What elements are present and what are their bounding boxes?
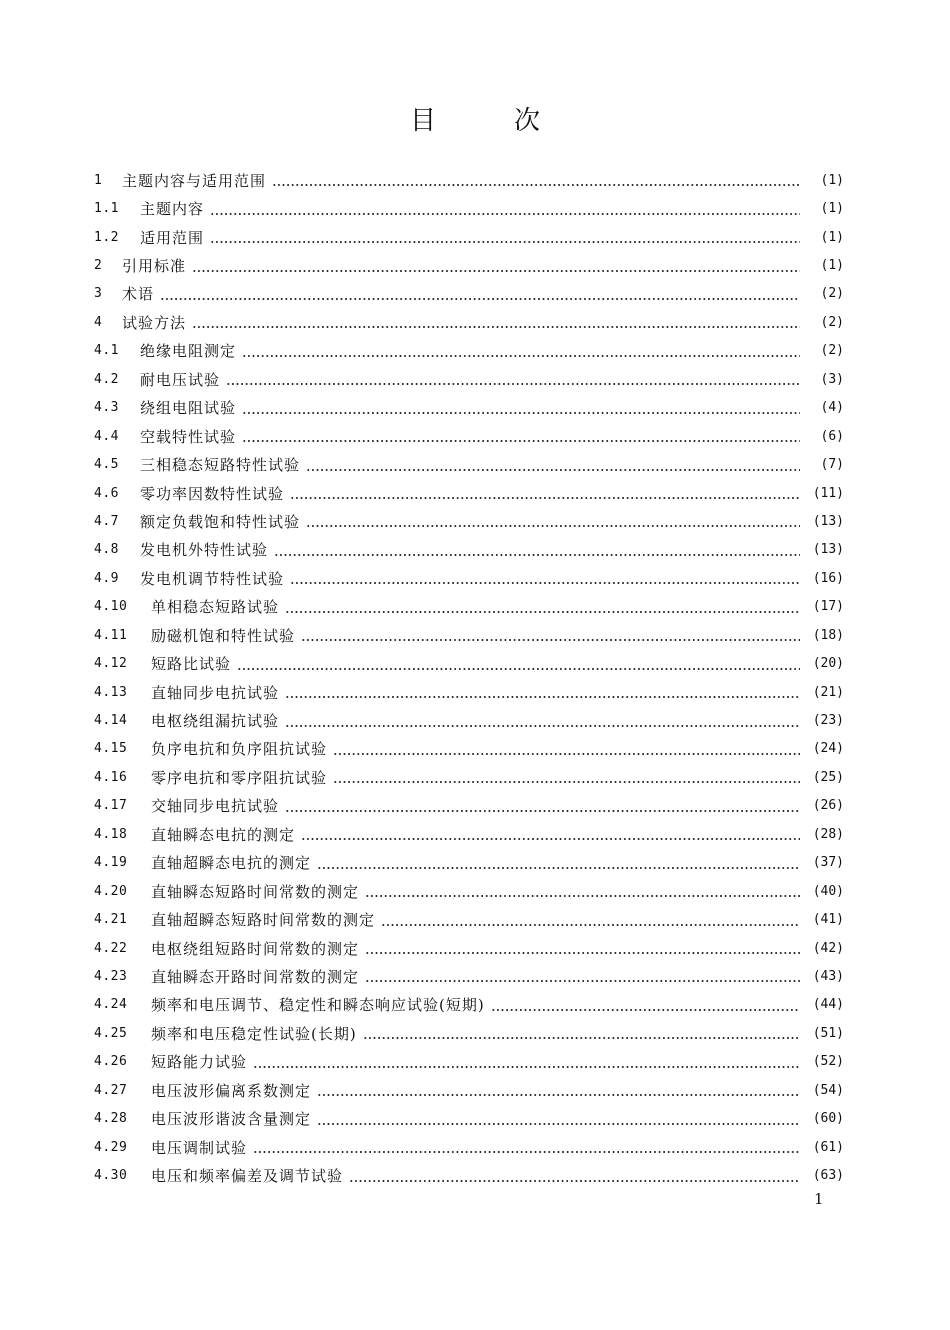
toc-entry-page: (63) (812, 1168, 844, 1184)
toc-entry-number: 4.22 (94, 940, 128, 956)
toc-entry-title: 零功率因数特性试验 (140, 484, 285, 503)
toc-dot-leader (242, 402, 800, 416)
toc-entry (94, 194, 844, 222)
toc-entry (94, 649, 844, 677)
toc-dot-leader (491, 999, 800, 1013)
toc-entry (94, 422, 844, 450)
toc-entry-page: (52) (812, 1054, 844, 1070)
toc-entry-page: (41) (812, 912, 844, 928)
toc-entry-number: 1 (94, 172, 103, 188)
toc-dot-leader (349, 1170, 800, 1184)
toc-entry-page: (4) (820, 400, 844, 416)
toc-entry-number: 4.8 (94, 542, 119, 558)
toc-entry-page: (28) (812, 826, 844, 842)
toc-entry-title: 绕组电阻试验 (140, 399, 237, 418)
toc-dot-leader (285, 715, 800, 729)
toc-entry-number: 4.15 (94, 741, 128, 757)
toc-entry-page: (2) (820, 286, 844, 302)
toc-entry (94, 593, 844, 621)
toc-dot-leader (381, 914, 800, 928)
toc-dot-leader (301, 629, 800, 643)
toc-dot-leader (365, 885, 800, 899)
toc-dot-leader (237, 658, 800, 672)
toc-entry-title: 引用标准 (122, 257, 187, 276)
toc-entry-page: (61) (812, 1139, 844, 1155)
toc-entry (94, 479, 844, 507)
toc-entry-title: 励磁机饱和特性试验 (151, 626, 296, 645)
toc-entry-title: 绝缘电阻测定 (140, 342, 237, 361)
toc-entry-title: 直轴瞬态电抗的测定 (151, 825, 296, 844)
toc-entry-title: 短路比试验 (151, 655, 232, 674)
toc-entry-page: (42) (812, 940, 844, 956)
toc-entry (94, 706, 844, 734)
toc-dot-leader (317, 857, 800, 871)
toc-entry (94, 251, 844, 279)
toc-entry-number: 1.1 (94, 201, 119, 217)
toc-entry-number: 4.11 (94, 627, 128, 643)
toc-entry-number: 4.29 (94, 1139, 128, 1155)
toc-entry (94, 621, 844, 649)
toc-entry-page: (21) (812, 684, 844, 700)
toc-entry (94, 166, 844, 194)
toc-entry-number: 4.6 (94, 485, 119, 501)
toc-entry-title: 电压波形偏离系数测定 (151, 1081, 312, 1100)
toc-entry-page: (1) (820, 172, 844, 188)
toc-entry-number: 4.9 (94, 570, 119, 586)
toc-entry-title: 负序电抗和负序阻抗试验 (151, 740, 328, 759)
toc-entry-page: (17) (812, 599, 844, 615)
toc-entry (94, 934, 844, 962)
toc-entry-page: (1) (820, 258, 844, 274)
toc-entry-page: (51) (812, 1025, 844, 1041)
toc-entry-page: (43) (812, 968, 844, 984)
toc-entry-number: 4.28 (94, 1111, 128, 1127)
toc-entry-title: 电压调制试验 (151, 1138, 248, 1157)
toc-entry-number: 4.14 (94, 713, 128, 729)
toc-entry-page: (54) (812, 1082, 844, 1098)
toc-dot-leader (242, 345, 800, 359)
toc-entry (94, 337, 844, 365)
toc-dot-leader (317, 1113, 800, 1127)
toc-entry-number: 4.4 (94, 428, 119, 444)
toc-dot-leader (306, 459, 800, 473)
toc-entry-number: 4.5 (94, 457, 119, 473)
toc-entry-number: 4.13 (94, 684, 128, 700)
toc-dot-leader (290, 572, 800, 586)
toc-entry-title: 术语 (122, 285, 155, 304)
toc-entry (94, 1104, 844, 1132)
toc-dot-leader (210, 231, 800, 245)
toc-entry-title: 直轴同步电抗试验 (151, 683, 280, 702)
toc-entry-page: (6) (820, 428, 844, 444)
toc-dot-leader (242, 430, 800, 444)
toc-entry (94, 962, 844, 990)
toc-dot-leader (333, 743, 800, 757)
toc-entry (94, 735, 844, 763)
toc-entry-page: (3) (820, 371, 844, 387)
toc-entry-number: 1.2 (94, 229, 119, 245)
toc-entry (94, 678, 844, 706)
toc-entry-page: (18) (812, 627, 844, 643)
toc-entry-title: 电压和频率偏差及调节试验 (151, 1167, 344, 1186)
toc-entry-number: 4.21 (94, 912, 128, 928)
toc-entry-number: 4.3 (94, 400, 119, 416)
toc-entry-number: 4.18 (94, 826, 128, 842)
toc-entry-number: 4.2 (94, 371, 119, 387)
toc-dot-leader (192, 260, 800, 274)
toc-entry (94, 1161, 844, 1189)
toc-entry-number: 4.7 (94, 513, 119, 529)
toc-entry-title: 频率和电压稳定性试验(长期) (151, 1024, 357, 1043)
toc-entry-page: (16) (812, 570, 844, 586)
toc-entry-page: (26) (812, 798, 844, 814)
toc-entry (94, 820, 844, 848)
toc-dot-leader (365, 970, 800, 984)
table-of-contents (94, 166, 844, 1190)
toc-entry-title: 空载特性试验 (140, 427, 237, 446)
toc-entry-title: 直轴瞬态短路时间常数的测定 (151, 882, 360, 901)
toc-entry-number: 4.23 (94, 968, 128, 984)
toc-entry-title: 频率和电压调节、稳定性和瞬态响应试验(短期) (151, 996, 485, 1015)
toc-entry (94, 507, 844, 535)
toc-entry (94, 1133, 844, 1161)
page-title-char-1: 目 (409, 106, 436, 136)
toc-entry-number: 4.16 (94, 769, 128, 785)
toc-dot-leader (272, 174, 800, 188)
toc-entry-page: (37) (812, 855, 844, 871)
toc-entry-title: 额定负载饱和特性试验 (140, 512, 301, 531)
toc-entry-title: 三相稳态短路特性试验 (140, 456, 301, 475)
toc-entry (94, 365, 844, 393)
toc-dot-leader (306, 515, 800, 529)
toc-entry-title: 主题内容与适用范围 (122, 171, 267, 190)
toc-entry (94, 1076, 844, 1104)
toc-dot-leader (285, 686, 800, 700)
toc-entry-title: 电枢绕组漏抗试验 (151, 712, 280, 731)
toc-entry-page: (2) (820, 314, 844, 330)
toc-dot-leader (226, 373, 800, 387)
toc-entry (94, 223, 844, 251)
toc-entry-title: 适用范围 (140, 228, 205, 247)
toc-entry (94, 877, 844, 905)
toc-entry-page: (23) (812, 713, 844, 729)
toc-entry-number: 4.19 (94, 855, 128, 871)
toc-entry-number: 4.27 (94, 1082, 128, 1098)
page-number: 1 (814, 1190, 824, 1208)
toc-entry-title: 电压波形谐波含量测定 (151, 1110, 312, 1129)
toc-entry-page: (7) (820, 457, 844, 473)
toc-entry (94, 308, 844, 336)
toc-entry-number: 3 (94, 286, 103, 302)
toc-dot-leader (253, 1056, 800, 1070)
toc-entry (94, 280, 844, 308)
toc-dot-leader (363, 1027, 800, 1041)
toc-entry-page: (1) (820, 201, 844, 217)
toc-entry-title: 短路能力试验 (151, 1053, 248, 1072)
toc-entry-page: (40) (812, 883, 844, 899)
toc-entry-page: (60) (812, 1111, 844, 1127)
toc-dot-leader (333, 771, 800, 785)
toc-entry-page: (25) (812, 769, 844, 785)
toc-dot-leader (160, 288, 800, 302)
toc-dot-leader (301, 828, 800, 842)
toc-entry-page: (11) (812, 485, 844, 501)
toc-entry-page: (24) (812, 741, 844, 757)
toc-entry-number: 4.1 (94, 343, 119, 359)
toc-entry-page: (13) (812, 513, 844, 529)
toc-entry-page: (44) (812, 997, 844, 1013)
toc-entry-title: 零序电抗和零序阻抗试验 (151, 768, 328, 787)
toc-entry-title: 试验方法 (122, 313, 187, 332)
toc-dot-leader (253, 1141, 800, 1155)
toc-entry-page: (1) (820, 229, 844, 245)
toc-entry (94, 536, 844, 564)
toc-entry-number: 4.12 (94, 656, 128, 672)
toc-entry-title: 发电机调节特性试验 (140, 569, 285, 588)
toc-entry-number: 4.24 (94, 997, 128, 1013)
page-title-char-2: 次 (514, 106, 541, 136)
toc-entry-title: 电枢绕组短路时间常数的测定 (151, 939, 360, 958)
toc-dot-leader (210, 203, 800, 217)
toc-entry-title: 耐电压试验 (140, 370, 221, 389)
toc-dot-leader (274, 544, 800, 558)
toc-entry-page: (13) (812, 542, 844, 558)
toc-entry-title: 单相稳态短路试验 (151, 598, 280, 617)
toc-entry-number: 4.20 (94, 883, 128, 899)
toc-entry-number: 4.10 (94, 599, 128, 615)
toc-dot-leader (285, 800, 800, 814)
toc-entry-number: 4.25 (94, 1025, 128, 1041)
toc-entry (94, 792, 844, 820)
toc-entry-number: 4.17 (94, 798, 128, 814)
toc-entry-number: 4.30 (94, 1168, 128, 1184)
toc-entry-title: 交轴同步电抗试验 (151, 797, 280, 816)
toc-entry-title: 直轴瞬态开路时间常数的测定 (151, 967, 360, 986)
toc-dot-leader (290, 487, 800, 501)
toc-entry-number: 2 (94, 258, 103, 274)
toc-entry (94, 564, 844, 592)
toc-entry (94, 905, 844, 933)
toc-entry-title: 直轴超瞬态电抗的测定 (151, 854, 312, 873)
toc-entry (94, 849, 844, 877)
toc-entry (94, 763, 844, 791)
toc-entry (94, 394, 844, 422)
toc-entry (94, 991, 844, 1019)
toc-entry-number: 4 (94, 314, 103, 330)
toc-entry (94, 1019, 844, 1047)
toc-dot-leader (192, 316, 800, 330)
toc-dot-leader (317, 1084, 800, 1098)
toc-entry (94, 450, 844, 478)
toc-entry-title: 直轴超瞬态短路时间常数的测定 (151, 911, 376, 930)
toc-entry-number: 4.26 (94, 1054, 128, 1070)
toc-entry-page: (2) (820, 343, 844, 359)
toc-entry-title: 发电机外特性试验 (140, 541, 269, 560)
toc-entry-page: (20) (812, 656, 844, 672)
toc-entry-title: 主题内容 (140, 200, 205, 219)
toc-dot-leader (365, 942, 800, 956)
toc-entry (94, 1048, 844, 1076)
toc-dot-leader (285, 601, 800, 615)
page-title (0, 104, 950, 138)
